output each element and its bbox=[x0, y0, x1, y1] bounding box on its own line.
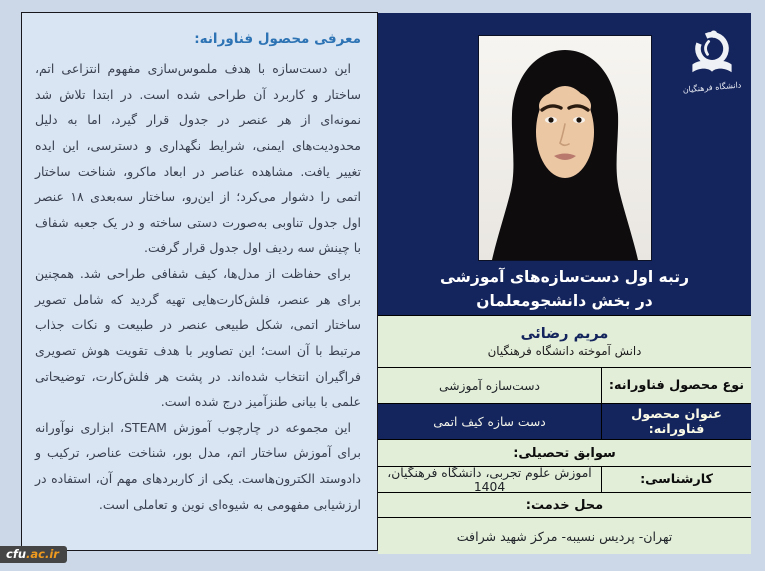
description-paragraph-3: این مجموعه در چارچوب آموزش STEAM، ابزاری نوآورانه برای آموزش ساختار اتم، مدل بور، شناخت عناصر، ترکیب و دادوستد الکترون‌هاست. یکی از کاربردهای مهم آن، استفاده در ارزشیابی مفهومی به شیوه‌ای نوین و تعاملی است. bbox=[35, 419, 361, 512]
product-title-label: عنوان محصول فناورانه: bbox=[601, 404, 751, 439]
product-description-panel bbox=[21, 12, 378, 551]
award-banner bbox=[378, 263, 751, 315]
table-row-education-header bbox=[378, 440, 751, 467]
description-paragraph-2: برای حفاظت از مدل‌ها، کیف شفافی طراحی شد. همچنین برای هر عنصر، فلش‌کارت‌هایی تهیه گردید که شامل تصویر ساختار اتمی، شکل طبیعی عنصر در طبیعت و نکات جذاب مرتبط با آن است؛ این تصاویر با هدف تقویت هوش تصویری فراگیران انتخاب شده‌اند. در پشت هر فلش‌کارت، توضیحاتی علمی با بیانی طنزآمیز درج شده است. bbox=[35, 266, 361, 410]
watermark-prefix: cfu bbox=[6, 547, 27, 561]
service-location-value: تهران- پردیس نسیبه- مرکز شهید شرافت bbox=[456, 528, 673, 544]
table-row-service-header bbox=[378, 493, 751, 518]
award-banner-line2: در بخش دانشجومعلمان bbox=[476, 292, 653, 310]
person-subtitle: دانش آموخته دانشگاه فرهنگیان bbox=[487, 343, 642, 358]
award-banner-line1: رتبه اول دست‌سازه‌های آموزشی bbox=[439, 268, 690, 286]
farhangian-university-logo bbox=[679, 23, 745, 95]
portrait-photo bbox=[479, 36, 651, 260]
table-row-product-title bbox=[378, 404, 751, 440]
university-logo-caption: دانشگاه فرهنگیان bbox=[682, 80, 742, 95]
education-header: سوابق تحصیلی: bbox=[513, 445, 616, 461]
table-row-bachelor bbox=[378, 467, 751, 493]
bachelor-value: آموزش علوم تجربی، دانشگاه فرهنگیان، 1404 bbox=[387, 465, 592, 494]
person-name-strip bbox=[378, 315, 751, 368]
description-paragraph-1: این دست‌سازه با هدف ملموس‌سازی مفهوم انتزاعی اتم، ساختار و کاربرد آن طراحی شده است. در ابتدا تلاش شد نمونه‌ای از هر عنصر در جدول قرار گیرد، اما به دلیل محدودیت‌های ایمنی، شرایط نگهداری و دسترسی، این ایده تغییر یافت. مشاهده عناصر در ابعاد ماکرو، شناخت ساختار اتمی را دشوار می‌کرد؛ از این‌رو، ساختار سه‌بعدی ۱۸ عنصر اول جدول تناوبی به‌صورت دستی ساخته و در یک جعبه شفاف با چینش سه ردیف اول جدول قرار گرفت. bbox=[35, 61, 361, 256]
product-type-label: نوع محصول فناورانه: bbox=[601, 368, 751, 403]
product-title-value: دست سازه کیف اتمی bbox=[433, 414, 546, 429]
product-type-value: دست‌سازه آموزشی bbox=[438, 378, 541, 393]
profile-panel bbox=[378, 13, 751, 553]
portrait-illustration bbox=[479, 36, 651, 260]
profile-info-table bbox=[378, 368, 751, 554]
photo-area bbox=[378, 13, 751, 263]
table-row-product-type bbox=[378, 368, 751, 404]
watermark-suffix: .ac.ir bbox=[26, 547, 59, 561]
person-name: مریم رضائی bbox=[520, 325, 609, 342]
service-location-header: محل خدمت: bbox=[525, 497, 604, 513]
cfu-watermark bbox=[0, 546, 67, 563]
section-title: معرفی محصول فناورانه: bbox=[194, 31, 361, 47]
university-emblem-icon bbox=[684, 23, 740, 79]
table-row-service-location bbox=[378, 518, 751, 554]
bachelor-label: کارشناسی: bbox=[601, 467, 751, 492]
